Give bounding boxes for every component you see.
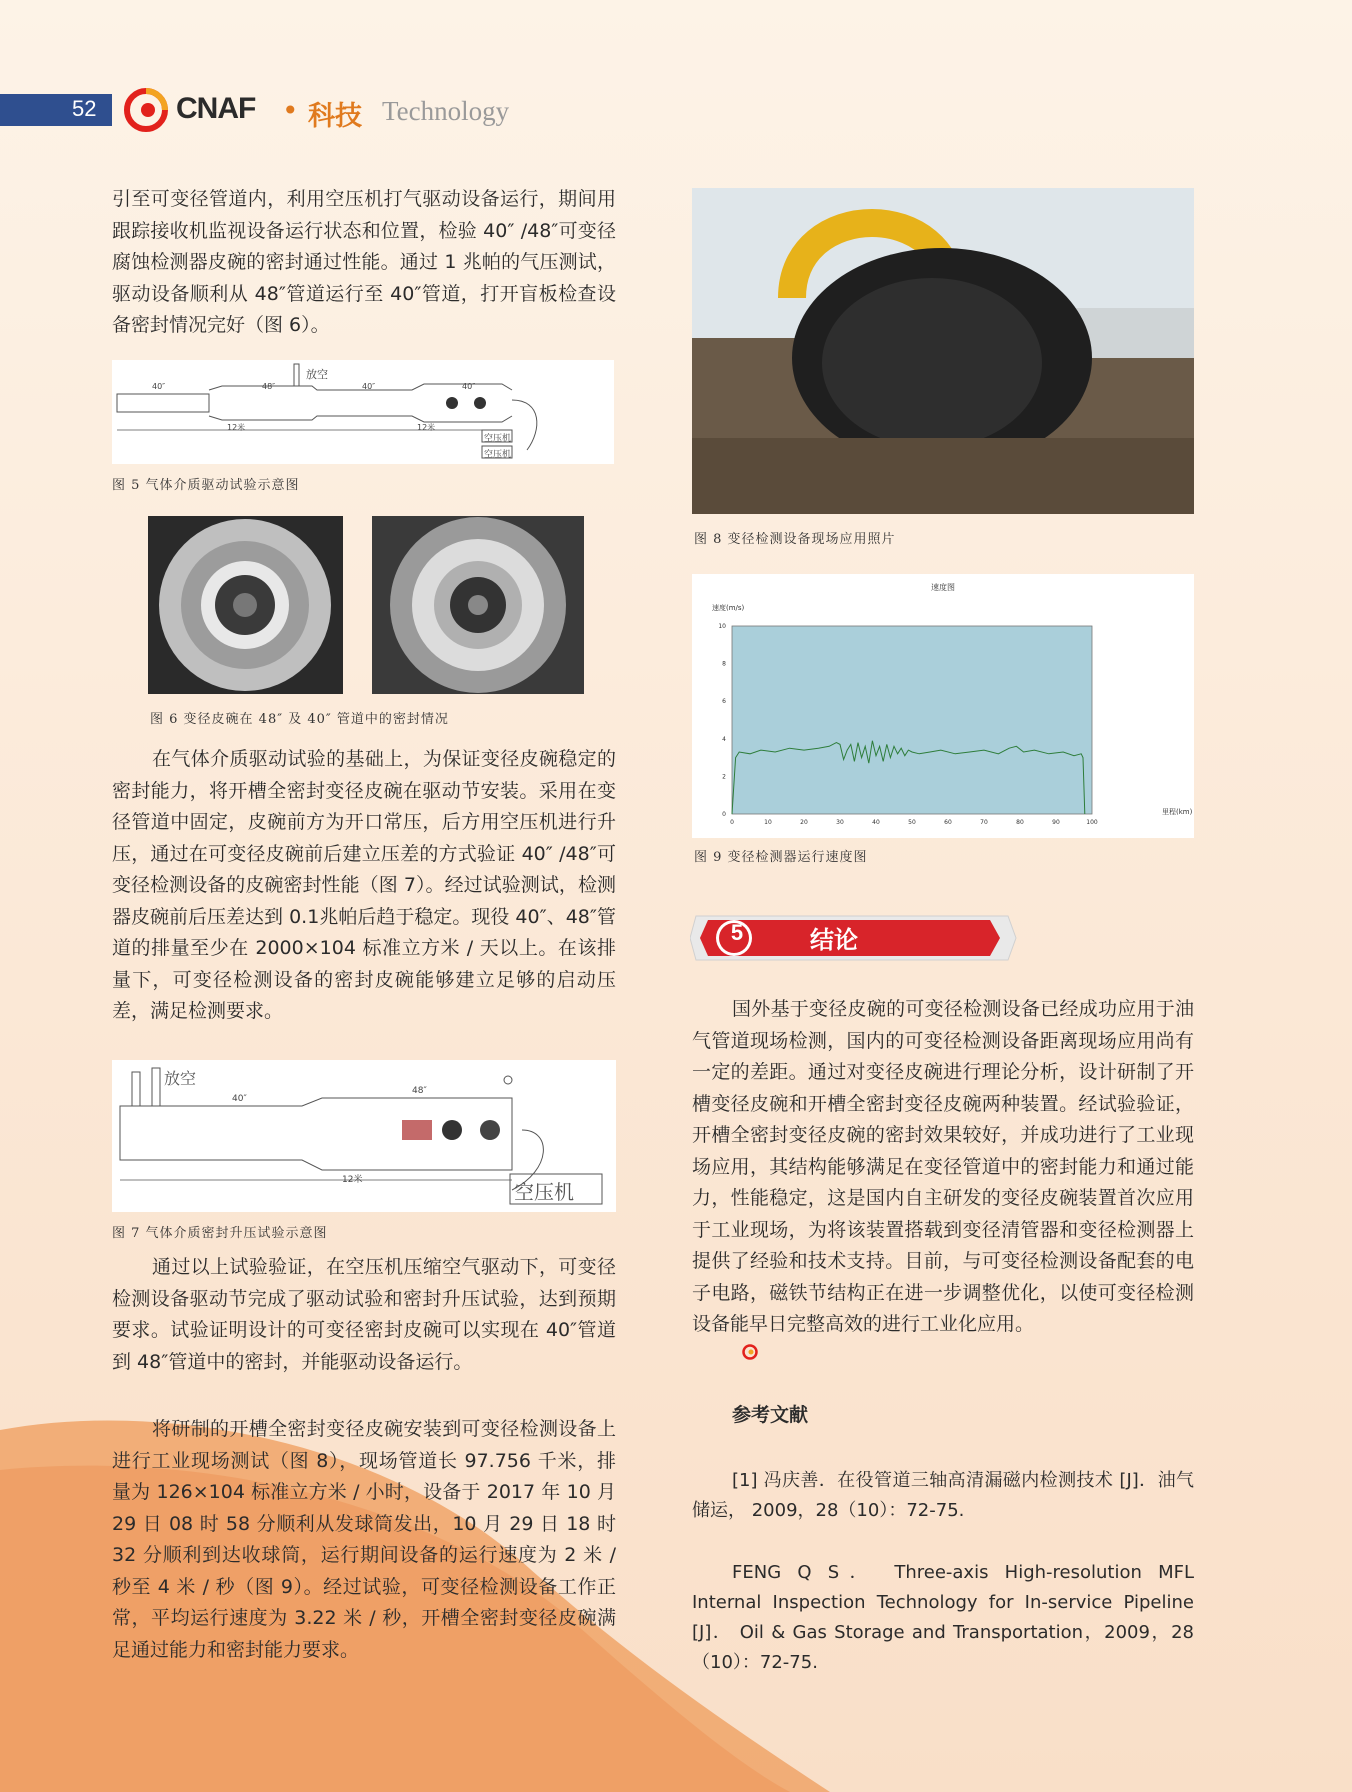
brand-name: CNAF	[176, 92, 256, 125]
figure-7-caption: 图 7 气体介质密封升压试验示意图	[112, 1226, 328, 1241]
fig5-label-48: 48″	[262, 382, 276, 391]
end-mark-icon	[742, 1344, 758, 1360]
fig5-label-40c: 40″	[462, 382, 476, 391]
x-tick-label: 10	[764, 819, 772, 826]
fig7-label-vent: 放空	[164, 1069, 197, 1088]
fig7-label-48: 48″	[412, 1086, 427, 1096]
paragraph-5: 国外基于变径皮碗的可变径检测设备已经成功应用于油气管道现场检测，国内的可变径检测设备距离现场应用尚有一定的差距。通过对变径皮碗进行理论分析，设计研制了开槽变径皮碗和开槽全密封变径皮碗两种装置。经试验验证，开槽全密封变径皮碗的密封效果较好，并成功进行了工业现场应用，其结构能够满足在变径管道中的密封能力和通过能力，性能稳定，这是国内自主研发的变径皮碗装置首次应用于工业现场，为将该装置搭载到变径清管器和变径检测器上提供了经验和技术支持。目前，与可变径检测设备配套的电子电路，磁铁节结构正在进一步调整优化，以使可变径检测设备能早日完整高效的进行工业化应用。	[692, 998, 1194, 1335]
x-tick-label: 20	[800, 819, 808, 826]
x-tick-label: 40	[872, 819, 880, 826]
x-tick-label: 90	[1052, 819, 1060, 826]
plot-area	[732, 626, 1092, 814]
speed-chart	[692, 574, 1194, 838]
fig5-label-12m-b: 12米	[417, 423, 436, 432]
section-number: 5	[730, 920, 744, 945]
reference-2: FENG Q S． Three-axis High-resolution MFL Internal Inspection Technology for In-service Pipeline [J]． Oil & Gas Storage and Transportation，2009，28（10）：72-75.	[692, 1562, 1194, 1673]
y-tick-label: 4	[722, 735, 726, 743]
figure-5-diagram	[112, 360, 614, 464]
x-tick-label: 70	[980, 819, 988, 826]
figure-8-caption: 图 8 变径检测设备现场应用照片	[694, 532, 896, 547]
paragraph-3: 通过以上试验验证，在空压机压缩空气驱动下，可变径检测设备驱动节完成了驱动试验和密封升压试验，达到预期要求。试验证明设计的可变径密封皮碗可以实现在 40″管道到 48″管道中的密封，并能驱动设备运行。	[112, 1256, 616, 1373]
figure-5-caption: 图 5 气体介质驱动试验示意图	[112, 478, 300, 493]
x-tick-label: 60	[944, 819, 952, 826]
reference-1: [1] 冯庆善．在役管道三轴高清漏磁内检测技术 [J]．油气储运， 2009，28（10）：72-75.	[692, 1470, 1194, 1521]
fig5-label-12m-a: 12米	[227, 423, 246, 432]
chart-xlabel: 里程(km)	[1162, 808, 1193, 816]
x-tick-label: 80	[1016, 819, 1024, 826]
fig5-label-vent: 放空	[306, 368, 328, 381]
references-title: 参考文献	[732, 1404, 809, 1426]
y-tick-label: 8	[722, 660, 726, 668]
x-tick-label: 50	[908, 819, 916, 826]
fig7-label-compressor: 空压机	[514, 1180, 574, 1204]
figure-9-chart	[692, 574, 1194, 838]
y-tick-label: 0	[722, 811, 726, 818]
fig5-label-compressor-a: 空压机	[484, 434, 512, 444]
page-number: 52	[72, 96, 97, 121]
paragraph-4: 将研制的开槽全密封变径皮碗安装到可变径检测设备上进行工业现场测试（图 8），现场管道长 97.756 千米，排量为 126×104 标准立方米 / 小时，设备于 2017 年 10 月 29 日 08 时 58 分顺利从发球筒发出，10 月 29 日 18 时 32 分顺利到达收球筒，运行期间设备的运行速度为 2 米 / 秒至 4 米 / 秒（图 9）。经过试验，可变径检测设备工作正常，平均运行速度为 3.22 米 / 秒，开槽全密封变径皮碗满足通过能力和密封能力要求。	[112, 1418, 616, 1661]
header-dot: •	[282, 94, 299, 127]
figure-8-photo	[692, 188, 1194, 514]
figure-9-caption: 图 9 变径检测器运行速度图	[694, 850, 868, 865]
x-tick-label: 100	[1086, 819, 1098, 826]
y-tick-label: 2	[722, 773, 726, 781]
fig5-label-40a: 40″	[152, 382, 166, 391]
section-name-en: Technology	[382, 96, 510, 126]
chart-title: 速度图	[931, 583, 955, 592]
fig5-label-40b: 40″	[362, 382, 376, 391]
fig7-label-12m: 12米	[342, 1175, 363, 1185]
figure-6-photo-48	[148, 516, 343, 694]
paragraph-1: 引至可变径管道内，利用空压机打气驱动设备运行，期间用跟踪接收机监视设备运行状态和位置，检验 40″ /48″可变径腐蚀检测器皮碗的密封通过性能。通过 1 兆帕的气压测试，驱动设备顺利从 48″管道运行至 40″管道，打开盲板检查设备密封情况完好（图 6）。	[112, 188, 616, 336]
figure-7-diagram	[112, 1060, 616, 1212]
paragraph-2: 在气体介质驱动试验的基础上，为保证变径皮碗稳定的密封能力，将开槽全密封变径皮碗在驱动节安装。采用在变径管道中固定，皮碗前方为开口常压，后方用空压机进行升压，通过在可变径皮碗前后建立压差的方式验证 40″ /48″可变径检测设备的皮碗密封性能（图 7）。经过试验测试，检测器皮碗前后压差达到 0.1兆帕后趋于稳定。现役 40″、48″管道的排量至少在 2000×104 标准立方米 / 天以上。在该排量下，可变径检测设备的密封皮碗能够建立足够的启动压差，满足检测要求。	[112, 748, 616, 1022]
x-tick-label: 0	[730, 819, 734, 826]
fig5-label-compressor-b: 空压机	[484, 450, 512, 460]
y-tick-label: 10	[718, 623, 726, 630]
fig7-label-40: 40″	[232, 1094, 247, 1104]
y-tick-label: 6	[722, 698, 726, 706]
section-name-cn: 科技	[308, 101, 362, 132]
x-tick-label: 30	[836, 819, 844, 826]
figure-6-caption: 图 6 变径皮碗在 48″ 及 40″ 管道中的密封情况	[150, 712, 449, 727]
figure-6-photo-40	[372, 516, 584, 694]
chart-ylabel: 速度(m/s)	[712, 604, 745, 612]
cnaf-logo-icon	[122, 88, 170, 132]
section-title: 结论	[810, 926, 858, 954]
